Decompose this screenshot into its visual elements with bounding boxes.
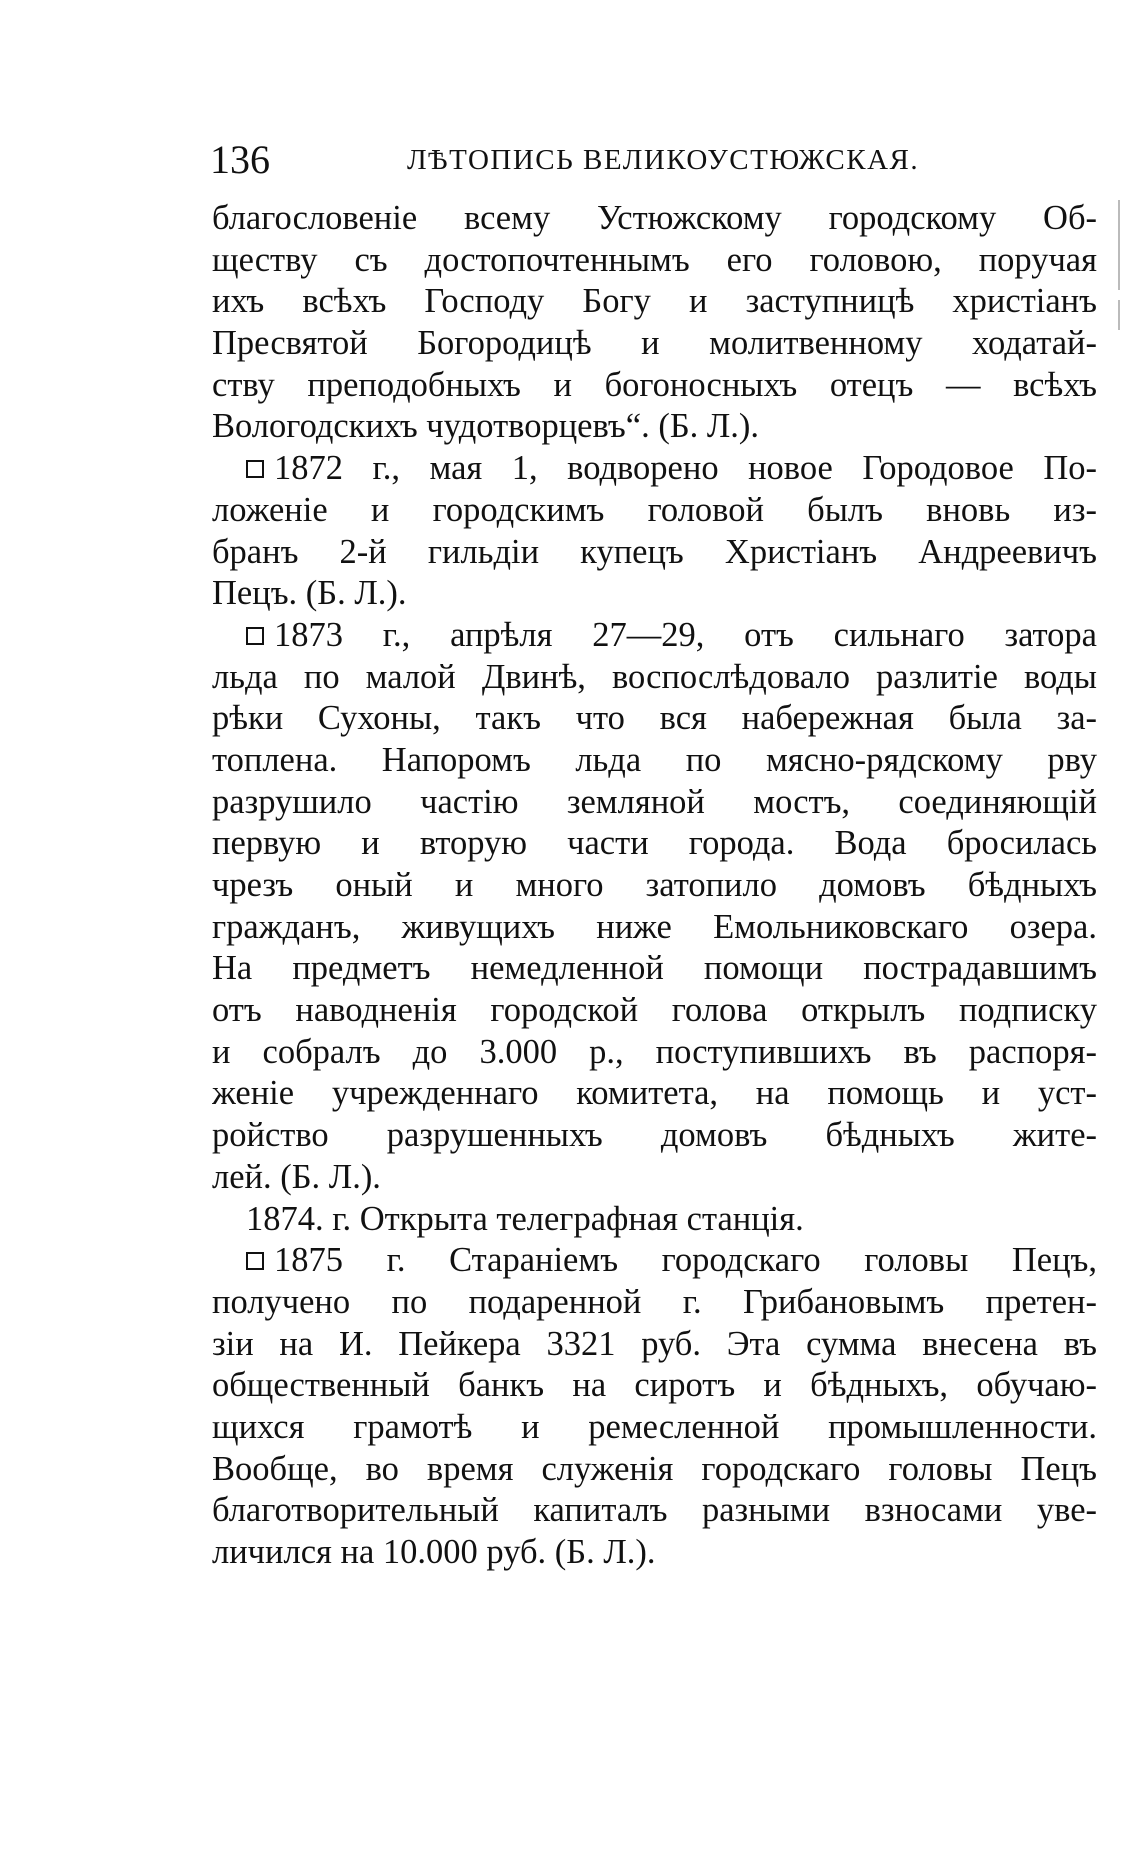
text-line [212, 1115, 1097, 1157]
text-line [212, 365, 1097, 407]
text-line-content: отъ наводненія городской голова открылъ подписку [212, 991, 1097, 1030]
text-line-content: рѣки Сухоны, такъ что вся набережная была за- [212, 699, 1097, 738]
text-line-content: благотворительный капиталъ разными взносами уве- [212, 1491, 1097, 1530]
text-line-content: первую и вторую части города. Вода бросилась [212, 824, 1097, 863]
text-line-content: 1875 г. Стараніемъ городскаго головы Пецъ, [274, 1241, 1097, 1280]
text-line [212, 573, 1097, 615]
text-line [212, 865, 1097, 907]
text-line [212, 198, 1097, 240]
text-line [212, 1324, 1097, 1366]
text-line-content: разрушило частію земляной мостъ, соединяющій [212, 782, 1097, 821]
text-line [212, 907, 1097, 949]
entry-marker-icon [246, 627, 264, 645]
text-line [212, 490, 1097, 532]
entry-marker-icon [246, 460, 264, 478]
text-line [212, 323, 1097, 365]
text-line-content: На предметъ немедленной помощи пострадавшимъ [212, 949, 1097, 988]
text-line [212, 740, 1097, 782]
text-line [212, 1073, 1097, 1115]
text-line [212, 782, 1097, 824]
text-line-content: ихъ всѣхъ Господу Богу и заступницѣ христіанъ [212, 282, 1097, 321]
text-line [212, 1365, 1097, 1407]
text-line-content: лей. (Б. Л.). [212, 1157, 381, 1196]
text-line-content: льда по малой Двинѣ, воспослѣдовало разлитіе воды [212, 657, 1097, 696]
text-line-content: 1873 г., апрѣля 27—29, отъ сильнаго затора [274, 615, 1097, 654]
text-line-content: Пецъ. (Б. Л.). [212, 574, 407, 613]
entry-marker-icon [246, 1252, 264, 1270]
text-line [212, 1032, 1097, 1074]
text-line-content: зіи на И. Пейкера 3321 руб. Эта сумма внесена въ [212, 1324, 1097, 1363]
running-title: ЛѢТОПИСЬ ВЕЛИКОУСТЮЖСКАЯ. [407, 144, 920, 176]
text-line [212, 1449, 1097, 1491]
text-line [212, 1240, 1097, 1282]
text-line-content: Пресвятой Богородицѣ и молитвенному ходатай- [212, 324, 1097, 363]
text-line [212, 990, 1097, 1032]
page-number: 136 [210, 137, 270, 182]
text-line-content: 1874. г. Открыта телеграфная станція. [246, 1199, 804, 1238]
text-line [212, 1490, 1097, 1532]
text-line [212, 823, 1097, 865]
text-line-content: бранъ 2-й гильдіи купецъ Христіанъ Андреевичъ [212, 532, 1097, 571]
text-line-content: Вообще, во время служенія городскаго головы Пецъ [212, 1449, 1097, 1488]
text-line [212, 1157, 1097, 1199]
text-line-content: получено по подаренной г. Грибановымъ претен- [212, 1282, 1097, 1321]
text-line-content: ройство разрушенныхъ домовъ бѣдныхъ жите- [212, 1116, 1097, 1155]
text-line [212, 448, 1097, 490]
text-line-content: 1872 г., мая 1, водворено новое Городовое По- [274, 449, 1097, 488]
text-line [212, 240, 1097, 282]
text-line-content: женіе учрежденнаго комитета, на помощь и уст- [212, 1074, 1097, 1113]
text-line-content: топлена. Напоромъ льда по мясно-рядскому рву [212, 740, 1097, 779]
text-line [212, 615, 1097, 657]
text-line [212, 532, 1097, 574]
text-line-content: щихся грамотѣ и ремесленной промышленности. [212, 1407, 1097, 1446]
text-line-content: гражданъ, живущихъ ниже Емольниковскаго озера. [212, 907, 1097, 946]
text-line-content: и собралъ до 3.000 р., поступившихъ въ распоря- [212, 1032, 1097, 1071]
text-line [212, 1532, 1097, 1574]
text-line-content: ству преподобныхъ и богоносныхъ отецъ — всѣхъ [212, 365, 1097, 404]
text-line-content: ложеніе и городскимъ головой былъ вновь из- [212, 490, 1097, 529]
text-line [212, 948, 1097, 990]
margin-mark [1118, 300, 1120, 330]
text-line-content: ществу съ достопочтеннымъ его головою, поручая [212, 240, 1097, 279]
body-text [212, 198, 1097, 1574]
text-line [212, 698, 1097, 740]
text-line [212, 406, 1097, 448]
text-line [212, 1407, 1097, 1449]
margin-mark [1118, 200, 1120, 290]
text-line-content: чрезъ оный и много затопило домовъ бѣдныхъ [212, 866, 1097, 904]
text-line-content: благословеніе всему Устюжскому городскому Об- [212, 199, 1097, 237]
text-line-content: личился на 10.000 руб. (Б. Л.). [212, 1533, 656, 1571]
text-line-content: общественный банкъ на сиротъ и бѣдныхъ, обучаю- [212, 1366, 1097, 1405]
running-head [210, 137, 1100, 183]
text-line [212, 1199, 1097, 1241]
text-line [212, 1282, 1097, 1324]
text-line [212, 657, 1097, 699]
text-line [212, 281, 1097, 323]
text-line-content: Вологодскихъ чудотворцевъ“. (Б. Л.). [212, 407, 760, 446]
